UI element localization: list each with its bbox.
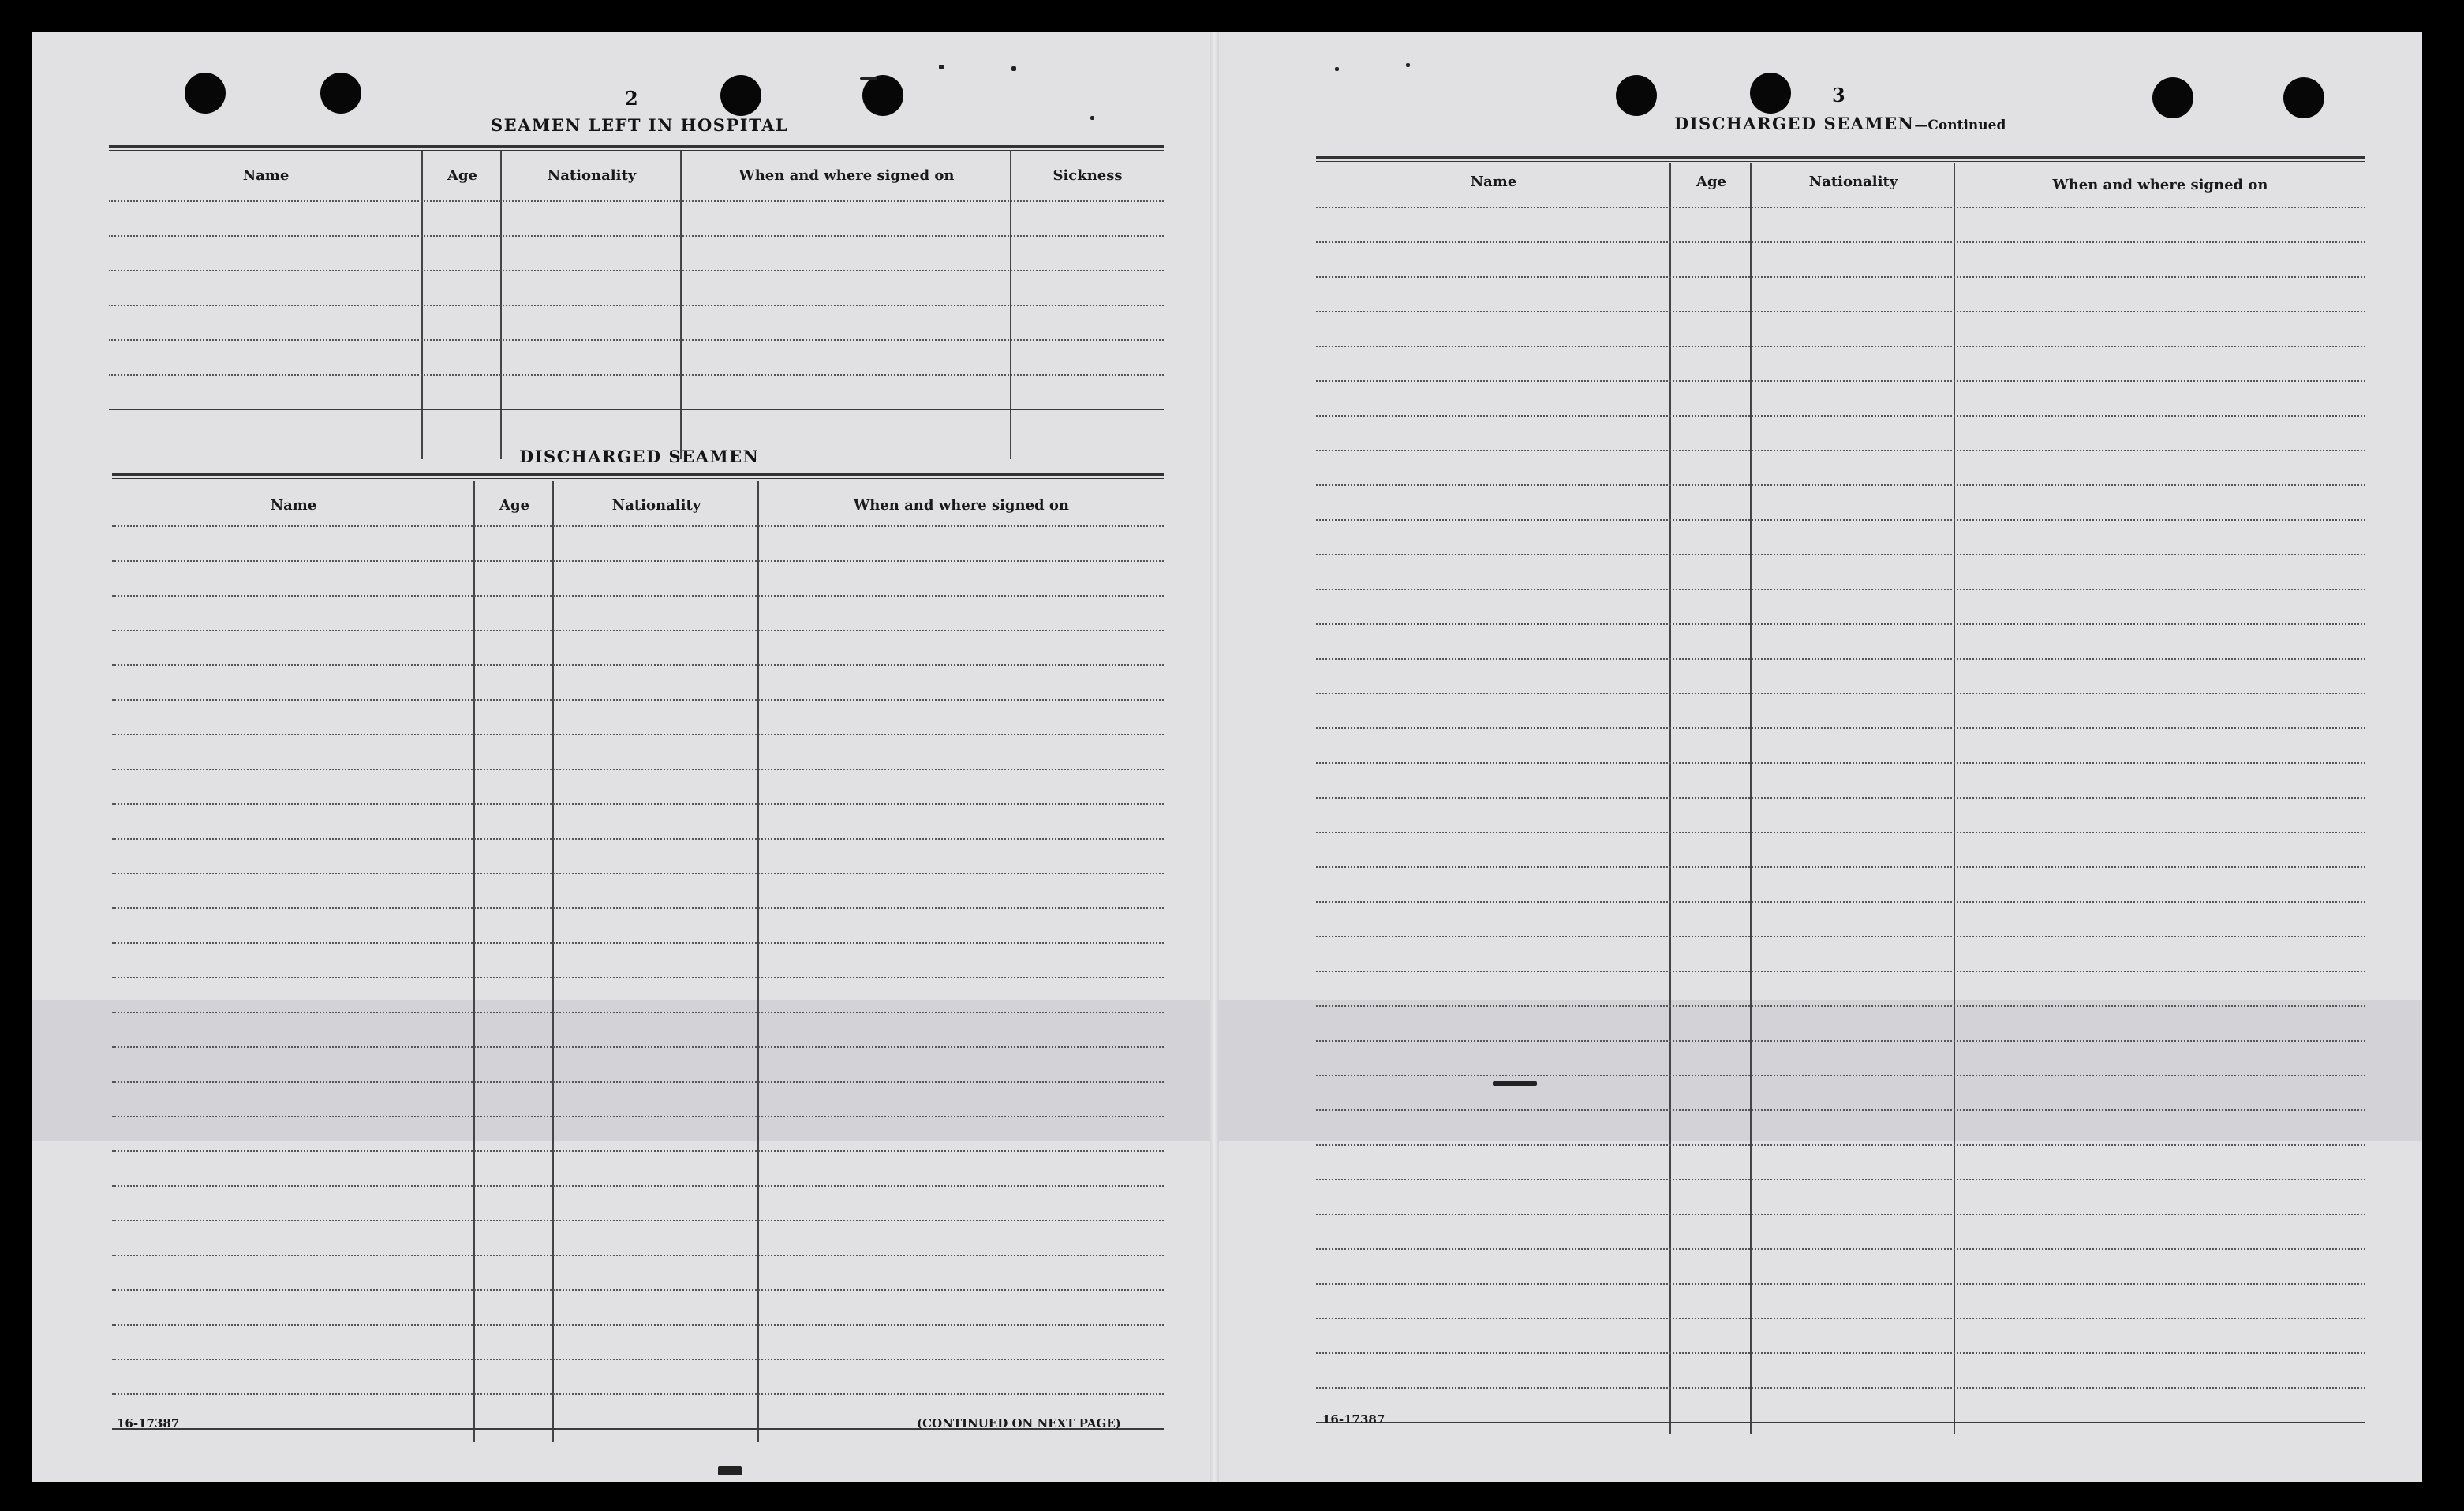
ruled-line (109, 235, 1164, 237)
punch-hole (185, 73, 226, 114)
ruled-line (112, 942, 1164, 944)
ruled-line (1316, 727, 2365, 729)
column-divider (473, 481, 475, 1442)
ruled-line (1316, 1318, 2365, 1319)
ruled-line (112, 560, 1164, 562)
ruled-line (112, 525, 1164, 527)
ink-smudge (1493, 1081, 1537, 1086)
section-title-discharged-continued (1674, 114, 2006, 133)
col-head-signed-on: When and where signed on (854, 497, 1069, 514)
col-head-sickness: Sickness (1053, 167, 1123, 184)
ruled-line (112, 803, 1164, 805)
ruled-line (109, 409, 1164, 410)
col-head-nationality: Nationality (611, 497, 701, 514)
ruled-line (112, 1185, 1164, 1187)
ruled-line (1316, 971, 2365, 972)
ruled-line (1316, 1144, 2365, 1146)
page-number: 3 (1832, 84, 1845, 107)
ruled-line (112, 1012, 1164, 1013)
speck (1406, 63, 1410, 67)
ruled-line (1316, 623, 2365, 625)
ruled-line (112, 1046, 1164, 1048)
ruled-line (112, 1220, 1164, 1221)
continued-note: (CONTINUED ON NEXT PAGE) (917, 1416, 1121, 1431)
ruled-line (1316, 1109, 2365, 1111)
col-head-nationality: Nationality (547, 167, 637, 184)
ruled-line (1316, 832, 2365, 833)
title-text: DISCHARGED SEAMEN (1674, 114, 1915, 133)
ruled-line (1316, 415, 2365, 417)
ruled-line (1316, 207, 2365, 208)
speck (1011, 66, 1016, 71)
ruled-line (1316, 311, 2365, 312)
ruled-line (112, 1150, 1164, 1152)
ruled-line (112, 1359, 1164, 1360)
ruled-line (1316, 241, 2365, 243)
punch-hole (2152, 77, 2193, 118)
section-title-discharged: DISCHARGED SEAMEN (519, 447, 760, 466)
ruled-line (1316, 1214, 2365, 1215)
form-number: 16-17387 (1322, 1412, 1385, 1427)
ruled-line (1316, 866, 2365, 868)
col-head-name: Name (270, 497, 317, 514)
ruled-line (112, 699, 1164, 701)
ruled-line (112, 1255, 1164, 1256)
ruled-line (109, 374, 1164, 376)
ruled-line (112, 873, 1164, 874)
ruled-line (112, 1289, 1164, 1291)
ruled-line (1316, 762, 2365, 764)
ruled-line (1316, 1283, 2365, 1285)
ruled-line (112, 595, 1164, 597)
ruled-line (112, 769, 1164, 770)
ruled-line (1316, 901, 2365, 903)
ruled-line (1316, 1248, 2365, 1250)
col-head-signed-on: When and where signed on (2052, 177, 2268, 193)
ink-mark (718, 1466, 742, 1475)
speck (1335, 67, 1339, 71)
speck (939, 65, 944, 69)
ruled-line (112, 977, 1164, 978)
ruled-line (1316, 797, 2365, 799)
ruled-line (1316, 1352, 2365, 1354)
ruled-line (1316, 450, 2365, 451)
ruled-line (112, 664, 1164, 666)
ruled-line (1316, 1040, 2365, 1042)
section-title-hospital: SEAMEN LEFT IN HOSPITAL (491, 115, 789, 135)
ruled-line (1316, 1387, 2365, 1389)
speck (1090, 116, 1094, 120)
column-divider (552, 481, 554, 1442)
ruled-line (1316, 276, 2365, 278)
ruled-line (1316, 936, 2365, 937)
page-number: 2 (625, 87, 638, 110)
ruled-line (109, 200, 1164, 202)
col-head-nationality: Nationality (1808, 174, 1898, 190)
col-head-age: Age (499, 497, 529, 514)
punch-hole (320, 73, 361, 114)
col-head-signed-on: When and where signed on (738, 167, 955, 184)
document-sheet (32, 32, 2422, 1482)
ruled-line (112, 1081, 1164, 1083)
punch-hole (862, 75, 903, 116)
ruled-line (112, 907, 1164, 909)
double-rule (1316, 156, 2365, 162)
ruled-line (1316, 519, 2365, 521)
punch-hole (2283, 77, 2324, 118)
double-rule (112, 473, 1164, 479)
column-divider (1750, 163, 1752, 1434)
col-head-name: Name (242, 167, 290, 184)
form-number: 16-17387 (117, 1416, 180, 1431)
ruled-line (1316, 484, 2365, 486)
title-suffix: —Continued (1914, 118, 2006, 133)
punch-hole (1750, 73, 1791, 114)
ruled-line (109, 270, 1164, 271)
ruled-line (1316, 693, 2365, 694)
ruled-line (109, 339, 1164, 341)
ruled-line (112, 630, 1164, 631)
column-divider (757, 481, 759, 1442)
col-head-age: Age (447, 167, 477, 184)
double-rule (109, 145, 1164, 151)
ruled-line (112, 1116, 1164, 1117)
column-divider (1669, 163, 1671, 1434)
speck (860, 77, 877, 80)
column-divider (1954, 163, 1955, 1434)
ruled-line (1316, 554, 2365, 555)
tape-strip (32, 1000, 2422, 1141)
ruled-line (1316, 658, 2365, 660)
ruled-line (1316, 346, 2365, 347)
col-head-age: Age (1696, 174, 1726, 190)
ruled-line (112, 734, 1164, 735)
ruled-line (1316, 1005, 2365, 1007)
punch-hole (1616, 75, 1657, 116)
center-fold (1210, 32, 1219, 1482)
ruled-line (1316, 380, 2365, 382)
ruled-line (112, 1324, 1164, 1326)
col-head-name: Name (1470, 174, 1517, 190)
ruled-line (112, 838, 1164, 840)
ruled-line (1316, 589, 2365, 590)
ruled-line (1316, 1179, 2365, 1180)
punch-hole (720, 75, 761, 116)
ruled-line (112, 1393, 1164, 1395)
ruled-line (109, 305, 1164, 306)
ruled-line (1316, 1075, 2365, 1076)
ruled-line (1316, 1422, 2365, 1423)
